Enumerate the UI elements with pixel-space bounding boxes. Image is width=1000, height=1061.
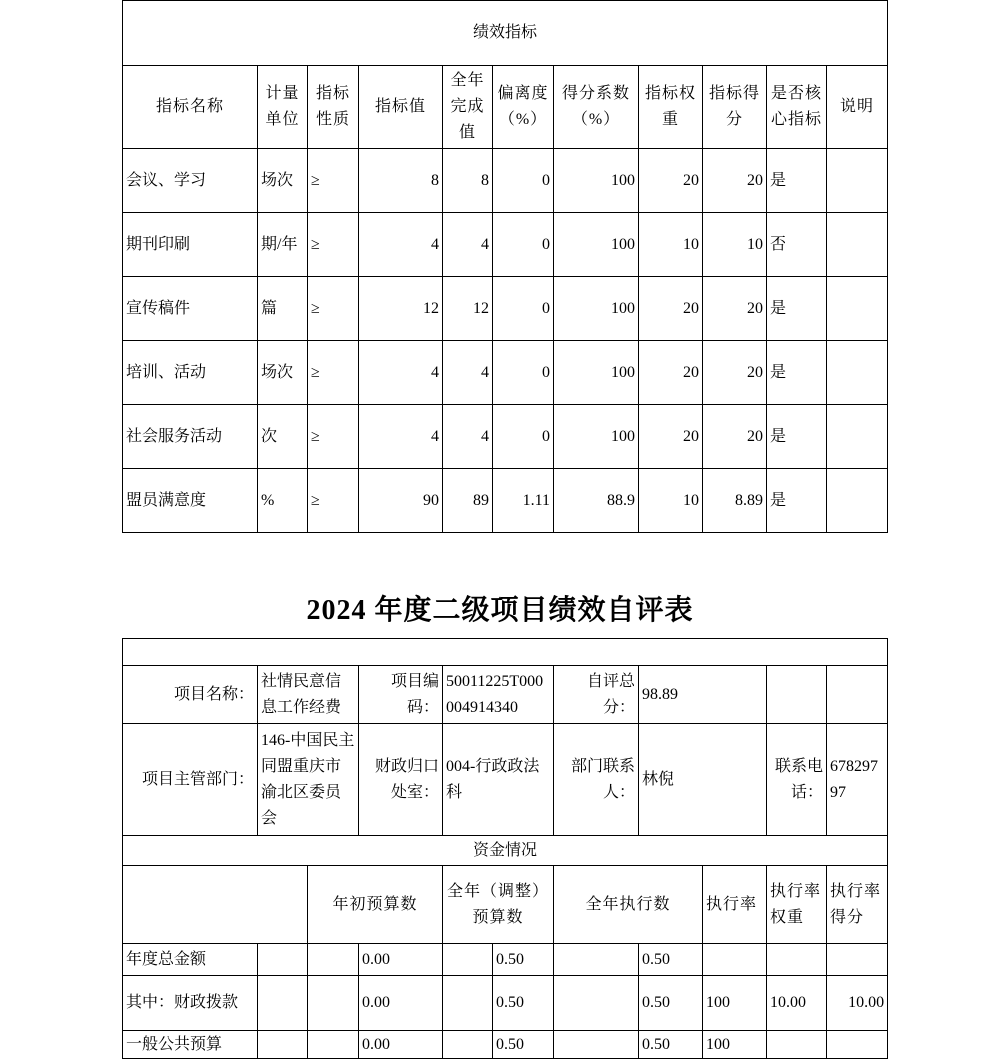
table-cell: 盟员满意度	[123, 469, 258, 533]
funding-rate: 100	[703, 976, 767, 1031]
table-cell: 0	[493, 213, 554, 277]
table-cell: 90	[359, 469, 443, 533]
finance-office: 004-行政政法科	[443, 724, 554, 836]
funding-initial: 0.00	[359, 944, 443, 976]
table-cell	[827, 213, 888, 277]
table-cell: ≥	[308, 341, 359, 405]
table-cell: 0	[493, 149, 554, 213]
column-header: 是否核心指标	[767, 66, 827, 149]
table-cell: 4	[359, 405, 443, 469]
table-row	[123, 149, 888, 213]
table-cell: 20	[639, 341, 703, 405]
evaluation-table	[122, 638, 888, 1059]
empty-cell	[308, 1031, 359, 1059]
phone-label: 联系电话：	[767, 724, 827, 836]
table-cell: 会议、学习	[123, 149, 258, 213]
table-cell: 10	[703, 213, 767, 277]
table-cell: 0	[493, 341, 554, 405]
project-name-label: 项目名称：	[123, 666, 258, 724]
funding-weight: 10.00	[767, 976, 827, 1031]
table-cell: 4	[443, 405, 493, 469]
column-header: 说明	[827, 66, 888, 149]
table-row	[123, 405, 888, 469]
funding-label: 一般公共预算	[123, 1031, 258, 1059]
empty-cell	[554, 944, 639, 976]
funding-title: 资金情况	[123, 836, 888, 866]
empty-cell	[258, 976, 308, 1031]
table-cell: 100	[554, 149, 639, 213]
table-cell: 社会服务活动	[123, 405, 258, 469]
funding-executed: 0.50	[639, 1031, 703, 1059]
table-cell: 12	[359, 277, 443, 341]
table-cell: 培训、活动	[123, 341, 258, 405]
funding-score	[827, 944, 888, 976]
funding-header: 执行率	[703, 866, 767, 944]
table-cell	[827, 277, 888, 341]
table-cell: 是	[767, 405, 827, 469]
table-cell: 100	[554, 405, 639, 469]
table-cell: 4	[443, 341, 493, 405]
empty-cell	[554, 976, 639, 1031]
total-score-label: 自评总分：	[554, 666, 639, 724]
empty-cell	[123, 866, 308, 944]
funding-header: 全年（调整）预算数	[443, 866, 554, 944]
funding-label: 其中：财政拨款	[123, 976, 258, 1031]
phone: 67829797	[827, 724, 888, 836]
table-cell: 1.11	[493, 469, 554, 533]
funding-row	[123, 1031, 888, 1059]
empty-cell	[443, 1031, 493, 1059]
table-cell: 4	[359, 213, 443, 277]
table-cell: 10	[639, 469, 703, 533]
column-header: 指标得分	[703, 66, 767, 149]
table-cell: ≥	[308, 405, 359, 469]
project-name: 社情民意信息工作经费	[258, 666, 359, 724]
funding-adjusted: 0.50	[493, 944, 554, 976]
column-header: 得分系数（%）	[554, 66, 639, 149]
empty-cell	[443, 976, 493, 1031]
empty-cell	[443, 944, 493, 976]
column-header: 全年完成值	[443, 66, 493, 149]
funding-weight	[767, 1031, 827, 1059]
table-cell: 是	[767, 149, 827, 213]
total-score: 98.89	[639, 666, 767, 724]
table-cell	[827, 469, 888, 533]
funding-initial: 0.00	[359, 976, 443, 1031]
table-cell: 场次	[258, 341, 308, 405]
column-header: 计量单位	[258, 66, 308, 149]
contact-label: 部门联系人：	[554, 724, 639, 836]
table-cell: 10	[639, 213, 703, 277]
table-cell: 20	[703, 149, 767, 213]
table-cell	[827, 341, 888, 405]
table-cell: 20	[703, 405, 767, 469]
table-cell: 次	[258, 405, 308, 469]
dept-label: 项目主管部门：	[123, 724, 258, 836]
table-cell: 8	[443, 149, 493, 213]
funding-score	[827, 1031, 888, 1059]
table-cell	[827, 405, 888, 469]
finance-office-label: 财政归口处室：	[359, 724, 443, 836]
table-cell: 场次	[258, 149, 308, 213]
empty-cell	[767, 666, 827, 724]
funding-adjusted: 0.50	[493, 976, 554, 1031]
table-cell: 是	[767, 341, 827, 405]
table-cell: 8	[359, 149, 443, 213]
blank-row	[123, 639, 888, 666]
table-cell: 88.9	[554, 469, 639, 533]
dept: 146-中国民主同盟重庆市渝北区委员会	[258, 724, 359, 836]
column-header: 指标权重	[639, 66, 703, 149]
table-cell: 20	[703, 341, 767, 405]
table-cell: 8.89	[703, 469, 767, 533]
funding-row	[123, 976, 888, 1031]
table-row	[123, 469, 888, 533]
funding-rate: 100	[703, 1031, 767, 1059]
table-cell: 宣传稿件	[123, 277, 258, 341]
empty-cell	[554, 1031, 639, 1059]
table-cell: ≥	[308, 277, 359, 341]
table-cell: 20	[639, 277, 703, 341]
table-cell: ≥	[308, 149, 359, 213]
table-cell: 100	[554, 277, 639, 341]
funding-rate	[703, 944, 767, 976]
table-cell: 100	[554, 341, 639, 405]
table-row	[123, 213, 888, 277]
funding-row	[123, 944, 888, 976]
empty-cell	[308, 976, 359, 1031]
empty-cell	[258, 1031, 308, 1059]
table-cell: 20	[639, 405, 703, 469]
project-code: 50011225T000004914340	[443, 666, 554, 724]
table-cell: ≥	[308, 213, 359, 277]
table-cell: 篇	[258, 277, 308, 341]
funding-header: 全年执行数	[554, 866, 703, 944]
table-row	[123, 277, 888, 341]
table-cell: 是	[767, 277, 827, 341]
project-code-label: 项目编码：	[359, 666, 443, 724]
table-cell	[827, 149, 888, 213]
empty-cell	[308, 944, 359, 976]
table-cell: 否	[767, 213, 827, 277]
table-cell: 期刊印刷	[123, 213, 258, 277]
table-cell: ≥	[308, 469, 359, 533]
column-header: 偏离度（%）	[493, 66, 554, 149]
page-title: 2024 年度二级项目绩效自评表	[306, 595, 694, 626]
funding-weight	[767, 944, 827, 976]
section-title: 绩效指标	[123, 1, 888, 66]
funding-label: 年度总金额	[123, 944, 258, 976]
table-cell: 12	[443, 277, 493, 341]
table-cell: 0	[493, 405, 554, 469]
table-cell: 4	[443, 213, 493, 277]
contact: 林倪	[639, 724, 767, 836]
funding-header: 执行率得分	[827, 866, 888, 944]
funding-adjusted: 0.50	[493, 1031, 554, 1059]
empty-cell	[258, 944, 308, 976]
table-cell: 0	[493, 277, 554, 341]
table-cell: 是	[767, 469, 827, 533]
column-header: 指标值	[359, 66, 443, 149]
table-cell: 20	[639, 149, 703, 213]
funding-score: 10.00	[827, 976, 888, 1031]
table-row	[123, 341, 888, 405]
funding-executed: 0.50	[639, 976, 703, 1031]
funding-executed: 0.50	[639, 944, 703, 976]
table-cell: 20	[703, 277, 767, 341]
funding-initial: 0.00	[359, 1031, 443, 1059]
table-cell: 期/年	[258, 213, 308, 277]
funding-header: 年初预算数	[308, 866, 443, 944]
column-header: 指标性质	[308, 66, 359, 149]
funding-header: 执行率权重	[767, 866, 827, 944]
column-header: 指标名称	[123, 66, 258, 149]
table-cell: 4	[359, 341, 443, 405]
empty-cell	[827, 666, 888, 724]
table-cell: 89	[443, 469, 493, 533]
indicator-table	[122, 0, 888, 533]
table-cell: %	[258, 469, 308, 533]
table-cell: 100	[554, 213, 639, 277]
